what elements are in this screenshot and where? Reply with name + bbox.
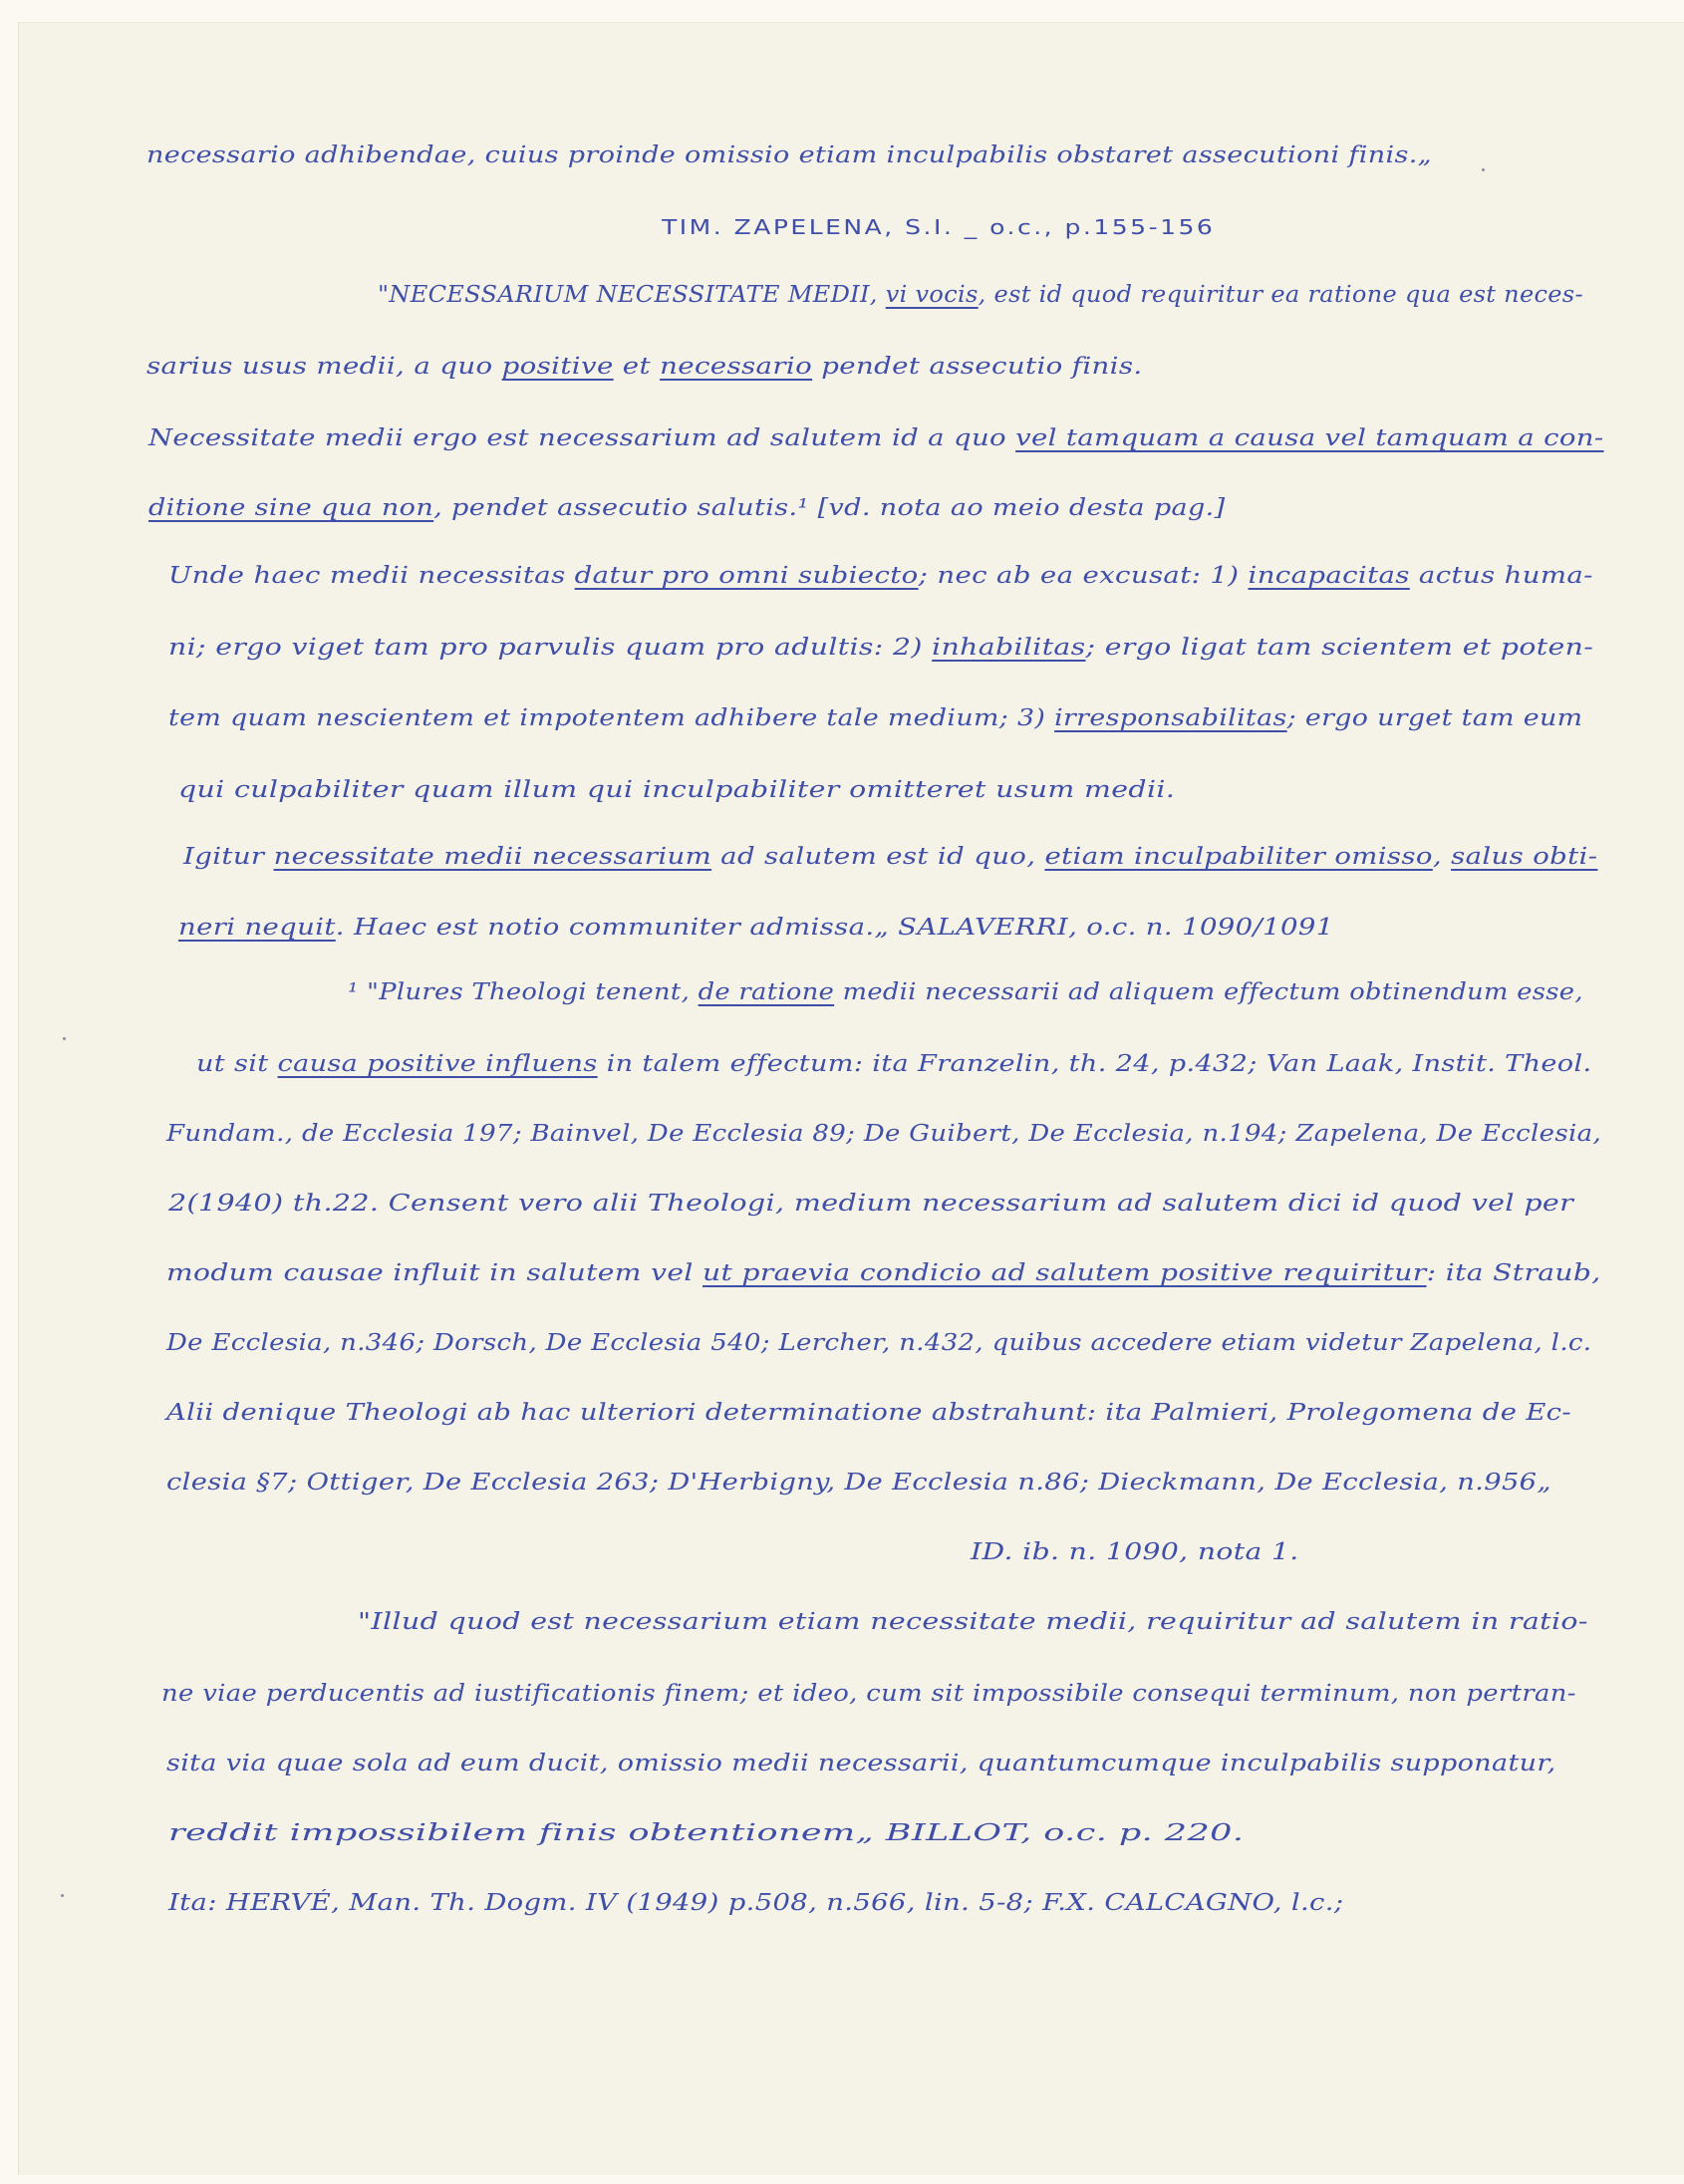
text-line: [178, 913, 1334, 943]
text-segment: ,: [1432, 844, 1452, 870]
text-line: [178, 775, 1175, 805]
text-segment: ut sit: [196, 1051, 278, 1077]
underlined-phrase: causa positive influens: [277, 1051, 598, 1077]
ink-speck: [63, 1037, 66, 1040]
text-line: [168, 703, 1582, 733]
text-segment: : ita Straub,: [1426, 1260, 1601, 1286]
text-line: [161, 1679, 1576, 1709]
underlined-phrase: ditione sine qua non: [148, 495, 434, 521]
ink-speck: [61, 1894, 64, 1897]
text-segment: ; nec ab ea excusat: 1): [918, 563, 1249, 589]
text-segment: Necessitate medii ergo est necessarium ad salutem id a quo: [148, 425, 1016, 451]
text-segment: ID. ib. n. 1090, nota 1.: [971, 1539, 1299, 1565]
text-line: [348, 977, 1583, 1007]
underlined-phrase: inhabilitas: [932, 635, 1086, 661]
text-segment: . Haec est notio communiter admissa.„ SALAVERRI, o.c. n. 1090/1091: [335, 915, 1334, 941]
text-line: [166, 1749, 1556, 1778]
text-line: [378, 280, 1583, 310]
text-segment: sita via quae sola ad eum ducit, omissio medii necessarii, quantumcumque inculpabilis supponatur,: [166, 1751, 1556, 1776]
text-segment: , pendet assecutio salutis.¹ [vd. nota ao meio desta pag.]: [433, 495, 1226, 521]
underlined-phrase: datur pro omni subiecto: [574, 563, 919, 589]
text-line: [166, 1328, 1591, 1358]
text-segment: qui culpabiliter quam illum qui inculpabiliter omitteret usum medii.: [178, 777, 1176, 803]
text-segment: pendet assecutio finis.: [812, 354, 1143, 380]
text-line: [166, 1119, 1601, 1149]
underlined-phrase: necessario: [660, 354, 813, 380]
text-line: [662, 212, 1215, 242]
text-segment: modum causae influit in salutem vel: [166, 1260, 703, 1286]
text-segment: ad salutem est id quo,: [711, 844, 1045, 870]
text-segment: ni; ergo viget tam pro parvulis quam pro adultis: 2): [168, 635, 933, 661]
text-line: [168, 561, 1593, 591]
text-segment: De Ecclesia, n.346; Dorsch, De Ecclesia 540; Lercher, n.432, quibus accedere etiam videtur Zapelena, l.c.: [166, 1330, 1592, 1356]
text-segment: ne viae perducentis ad iustificationis finem; et ideo, cum sit impossibile consequi terminum, non pertran-: [161, 1681, 1576, 1707]
text-line: [168, 633, 1593, 663]
underlined-phrase: vi vocis: [885, 282, 979, 308]
text-line: [148, 493, 1226, 523]
underlined-phrase: necessitate medii necessarium: [273, 844, 712, 870]
text-line: [146, 352, 1143, 382]
text-segment: tem quam nescientem et impotentem adhibere tale medium; 3): [168, 705, 1055, 731]
text-segment: necessario adhibendae, cuius proinde omissio etiam inculpabilis obstaret assecutioni finis.„: [146, 142, 1433, 168]
text-segment: Unde haec medii necessitas: [168, 563, 575, 589]
underlined-phrase: ut praevia condicio ad salutem positive requiritur: [702, 1260, 1427, 1286]
text-segment: sarius usus medii, a quo: [146, 354, 502, 380]
text-line: [183, 842, 1597, 872]
underlined-phrase: incapacitas: [1248, 563, 1410, 589]
underlined-phrase: etiam inculpabiliter omisso: [1044, 844, 1433, 870]
text-line: [166, 1258, 1601, 1288]
text-segment: actus huma-: [1409, 563, 1593, 589]
underlined-phrase: irresponsabilitas: [1054, 705, 1287, 731]
text-segment: medii necessarii ad aliquem effectum obtinendum esse,: [834, 979, 1583, 1005]
text-line: [148, 423, 1604, 453]
text-line: [168, 1818, 1244, 1848]
text-line: [168, 1888, 1343, 1918]
text-segment: ¹ "Plures Theologi tenent,: [348, 979, 699, 1005]
text-segment: ; ergo urget tam eum: [1286, 705, 1583, 731]
text-segment: "Illud quod est necessarium etiam necessitate medii, requiritur ad salutem in ratio-: [358, 1609, 1588, 1635]
text-line: [971, 1537, 1299, 1567]
text-segment: Alii denique Theologi ab hac ulteriori determinatione abstrahunt: ita Palmieri, Prolegomena de Ec-: [166, 1400, 1572, 1426]
text-line: [196, 1049, 1591, 1079]
text-line: [146, 140, 1432, 170]
underlined-phrase: positive: [501, 354, 614, 380]
text-segment: "NECESSARIUM NECESSITATE MEDII,: [378, 282, 886, 308]
text-line: [168, 1189, 1573, 1219]
text-line: [358, 1607, 1588, 1637]
text-segment: 2(1940) th.22. Censent vero alii Theologi, medium necessarium ad salutem dici id quod vel per: [168, 1191, 1574, 1217]
text-segment: reddit impossibilem finis obtentionem„ BILLOT, o.c. p. 220.: [168, 1820, 1245, 1846]
ink-speck: [1482, 168, 1485, 171]
text-segment: et: [613, 354, 661, 380]
text-line: [166, 1398, 1571, 1428]
underlined-phrase: de ratione: [698, 979, 835, 1005]
text-line: [166, 1468, 1551, 1498]
underlined-phrase: salus obti-: [1451, 844, 1598, 870]
text-segment: clesia §7; Ottiger, De Ecclesia 263; D'Herbigny, De Ecclesia n.86; Dieckmann, De Ecclesia, n.956„: [166, 1470, 1551, 1496]
text-segment: , est id quod requiritur ea ratione qua est neces-: [978, 282, 1583, 308]
underlined-phrase: neri nequit: [178, 915, 336, 941]
paper-sheet: [18, 22, 1684, 2175]
text-segment: Ita: HERVÉ, Man. Th. Dogm. IV (1949) p.508, n.566, lin. 5-8; F.X. CALCAGNO, l.c.;: [168, 1890, 1344, 1916]
text-segment: Igitur: [183, 844, 274, 870]
text-segment: ; ergo ligat tam scientem et poten-: [1085, 635, 1594, 661]
underlined-phrase: vel tamquam a causa vel tamquam a con-: [1015, 425, 1604, 451]
text-segment: TIM. ZAPELENA, S.I. _ o.c., p.155-156: [662, 215, 1216, 239]
text-segment: in talem effectum: ita Franzelin, th. 24, p.432; Van Laak, Instit. Theol.: [597, 1051, 1592, 1077]
text-segment: Fundam., de Ecclesia 197; Bainvel, De Ecclesia 89; De Guibert, De Ecclesia, n.194; Zapelena, De Ecclesia,: [166, 1121, 1602, 1147]
